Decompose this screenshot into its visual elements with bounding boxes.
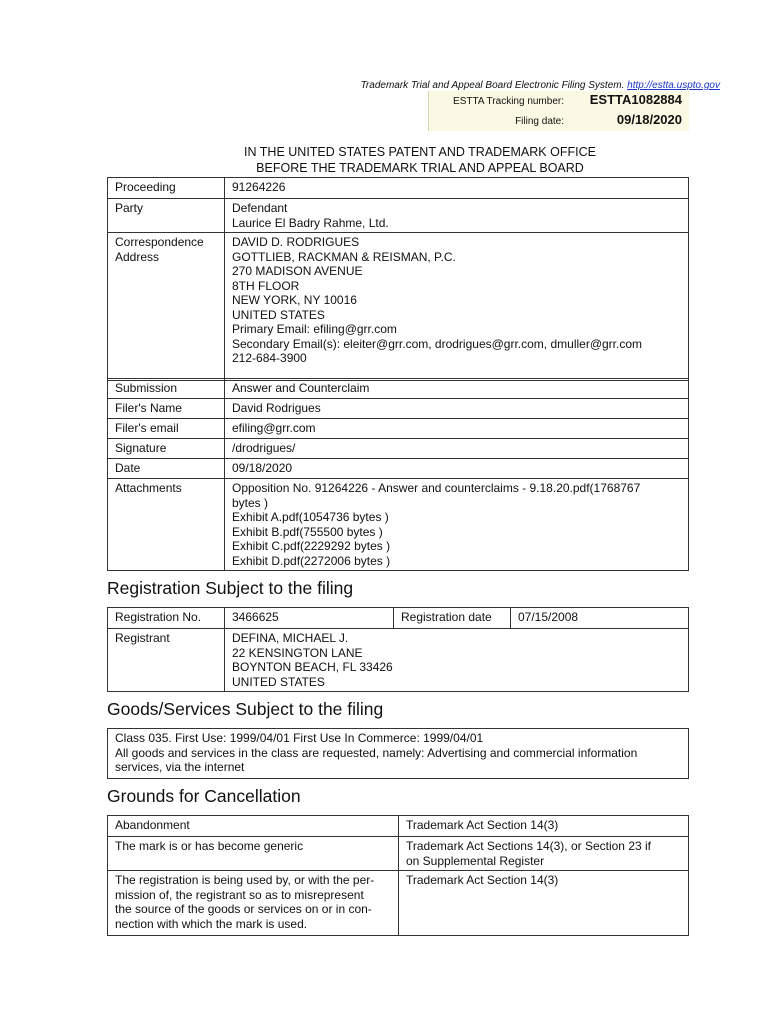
registration-number-row xyxy=(108,608,689,629)
correspondence-label-line: Address xyxy=(115,249,160,264)
document-title-line-1: IN THE UNITED STATES PATENT AND TRADEMARK OFFICE xyxy=(244,145,596,159)
registration-table xyxy=(107,607,689,692)
correspondence-line: Secondary Email(s): eleiter@grr.com, drodrigues@grr.com, dmuller@grr.com xyxy=(232,336,643,351)
filer-name-value: David Rodrigues xyxy=(225,399,689,419)
goods-heading: Goods/Services Subject to the filing xyxy=(107,699,384,719)
section-line: on Supplemental Register xyxy=(406,853,545,868)
correspondence-line: UNITED STATES xyxy=(232,307,325,322)
section-line: Trademark Act Sections 14(3), or Section 23 if xyxy=(406,839,651,853)
party-line: Defendant xyxy=(232,201,288,215)
grounds-heading: Grounds for Cancellation xyxy=(107,786,301,806)
goods-line: Class 035. First Use: 1999/04/01 First Use In Commerce: 1999/04/01 xyxy=(115,731,484,745)
registrant-line: UNITED STATES xyxy=(232,674,325,689)
registrant-line: DEFINA, MICHAEL J. xyxy=(232,631,349,645)
filer-email-label: Filer's email xyxy=(108,419,225,439)
party-value xyxy=(225,199,689,233)
tracking-number-label: ESTTA Tracking number: xyxy=(453,96,564,107)
ground-cell xyxy=(108,837,399,871)
correspondence-line: NEW YORK, NY 10016 xyxy=(232,293,357,307)
filer-email-row xyxy=(108,419,689,439)
correspondence-line: 212-684-3900 xyxy=(232,351,307,365)
section-line: Trademark Act Section 14(3) xyxy=(406,818,559,832)
ground-line: Abandonment xyxy=(115,818,190,832)
section-cell xyxy=(399,816,689,837)
attachment-line: Exhibit D.pdf(2272006 bytes ) xyxy=(232,553,391,568)
goods-table xyxy=(107,728,689,779)
signature-value: /drodrigues/ xyxy=(225,439,689,459)
date-value: 09/18/2020 xyxy=(225,459,689,479)
grounds-table xyxy=(107,815,689,936)
estta-system-link[interactable]: http://estta.uspto.gov xyxy=(627,80,720,91)
section-line: Trademark Act Section 14(3) xyxy=(406,873,559,887)
registrant-line: 22 KENSINGTON LANE xyxy=(232,645,363,660)
correspondence-value xyxy=(225,233,689,381)
attachments-label: Attachments xyxy=(108,479,225,571)
attachments-value xyxy=(225,479,689,571)
section-cell xyxy=(399,871,689,936)
filing-date-value: 09/18/2020 xyxy=(616,112,682,127)
date-label: Date xyxy=(108,459,225,479)
goods-row xyxy=(108,729,689,779)
party-line: Laurice El Badry Rahme, Ltd. xyxy=(232,215,389,230)
attachment-line: Exhibit A.pdf(1054736 bytes ) xyxy=(232,510,389,524)
goods-value xyxy=(108,729,689,779)
proceeding-value: 91264226 xyxy=(225,178,689,199)
registrant-value xyxy=(225,629,689,692)
correspondence-line: 8TH FLOOR xyxy=(232,278,300,293)
tracking-number-row xyxy=(429,91,690,111)
ground-line: mission of, the registrant so as to misrepresent xyxy=(115,887,364,902)
submission-table xyxy=(107,378,689,571)
correspondence-line: 270 MADISON AVENUE xyxy=(232,264,363,278)
section-cell xyxy=(399,837,689,871)
party-label: Party xyxy=(108,199,225,233)
ground-cell xyxy=(108,816,399,837)
proceeding-label: Proceeding xyxy=(108,178,225,199)
attachments-row xyxy=(108,479,689,571)
ground-line: nection with which the mark is used. xyxy=(115,916,308,931)
registrant-label: Registrant xyxy=(108,629,225,692)
filer-email-value: efiling@grr.com xyxy=(225,419,689,439)
goods-line: services, via the internet xyxy=(115,760,245,774)
ground-line: The mark is or has become generic xyxy=(115,839,304,853)
registration-heading: Registration Subject to the filing xyxy=(107,578,354,598)
correspondence-row xyxy=(108,233,689,381)
registrant-row xyxy=(108,629,689,692)
submission-row xyxy=(108,379,689,399)
registration-date-value: 07/15/2008 xyxy=(511,608,689,629)
attachment-line: Exhibit B.pdf(755500 bytes ) xyxy=(232,524,383,539)
registration-number-value: 3466625 xyxy=(225,608,394,629)
submission-label: Submission xyxy=(108,379,225,399)
filing-date-label: Filing date: xyxy=(515,116,564,127)
correspondence-line: Primary Email: efiling@grr.com xyxy=(232,322,397,336)
signature-label: Signature xyxy=(108,439,225,459)
filing-date-row xyxy=(429,111,690,131)
attachment-line: Opposition No. 91264226 - Answer and counterclaims - 9.18.20.pdf(1768767 xyxy=(232,481,641,495)
correspondence-label-line: Correspondence xyxy=(115,235,204,249)
tracking-box xyxy=(428,91,689,131)
grounds-row xyxy=(108,837,689,871)
grounds-row xyxy=(108,816,689,837)
date-row xyxy=(108,459,689,479)
tracking-number-value: ESTTA1082884 xyxy=(589,92,682,107)
signature-row xyxy=(108,439,689,459)
party-row xyxy=(108,199,689,233)
ground-line: The registration is being used by, or with the per- xyxy=(115,873,375,887)
ground-cell xyxy=(108,871,399,936)
goods-line: All goods and services in the class are requested, namely: Advertising and commercial information xyxy=(115,745,638,760)
grounds-row xyxy=(108,871,689,936)
correspondence-line: GOTTLIEB, RACKMAN & REISMAN, P.C. xyxy=(232,249,456,264)
correspondence-line: DAVID D. RODRIGUES xyxy=(232,235,360,249)
proceeding-table xyxy=(107,177,689,381)
attachment-line: bytes ) xyxy=(232,495,269,510)
registrant-line: BOYNTON BEACH, FL 33426 xyxy=(232,660,393,674)
submission-value: Answer and Counterclaim xyxy=(225,379,689,399)
registration-date-label: Registration date xyxy=(394,608,511,629)
attachment-line: Exhibit C.pdf(2229292 bytes ) xyxy=(232,539,391,553)
ground-line: the source of the goods or services on or in con- xyxy=(115,902,372,916)
filer-name-row xyxy=(108,399,689,419)
proceeding-row xyxy=(108,178,689,199)
registration-number-label: Registration No. xyxy=(108,608,225,629)
correspondence-label xyxy=(108,233,225,381)
estta-system-text: Trademark Trial and Appeal Board Electronic Filing System. xyxy=(360,80,625,91)
document-title-line-2: BEFORE THE TRADEMARK TRIAL AND APPEAL BOARD xyxy=(256,161,584,175)
filer-name-label: Filer's Name xyxy=(108,399,225,419)
